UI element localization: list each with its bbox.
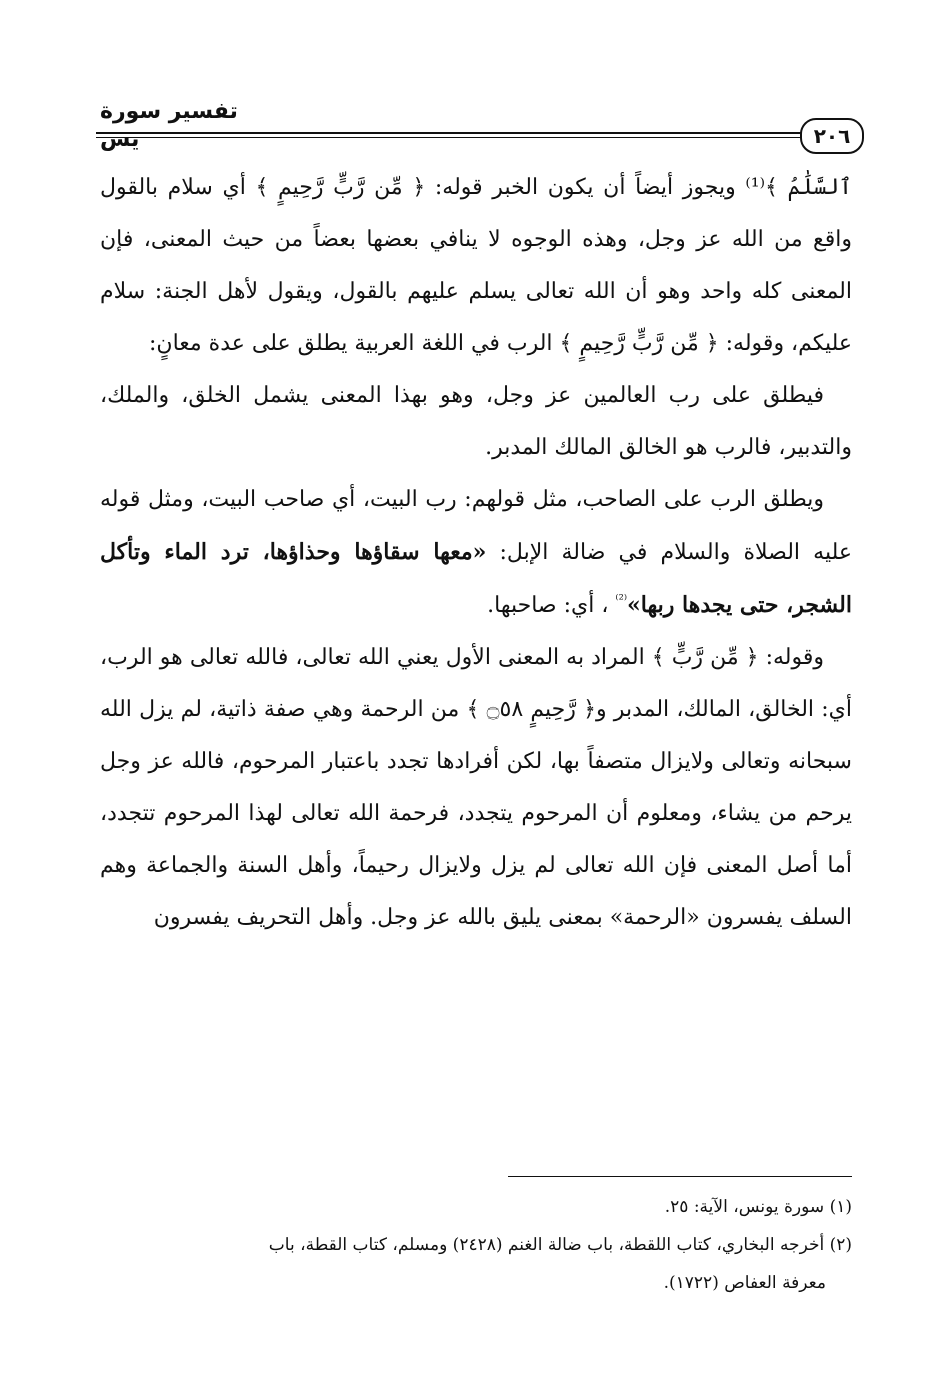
paragraph-1: ٱلسَّلَٰمُ ﴾⁽¹⁾ ويجوز أيضاً أن يكون الخبر قوله: ﴿ مِّن رَّبٍّ رَّحِيمٍ ﴾ أي سلام بالقول واقع من الله عز وجل، وهذه الوجوه لا ينافي بعضها بعضاً من حيث المعنى، فإن المعنى كله واحد وهو أن الله تعالى يسلم عليهم بالقول، ويقول لأهل الجنة: سلام عليكم، وقوله: ﴿ مِّن رَّبٍّ رَّحِيمٍ ﴾ الرب في اللغة العربية يطلق على عدة معانٍ:: [100, 175, 852, 356]
paragraph-3-tail: ، أي: صاحبها.: [487, 593, 609, 618]
footnote-2-line-2: معرفة العفاص (١٧٢٢).: [663, 1273, 826, 1293]
paragraph-3: [100, 474, 852, 632]
footnotes: [100, 1188, 852, 1302]
paragraph-3-lead: ويطلق الرب على الصاحب، مثل قولهم: رب البيت، أي صاحب البيت، ومثل قوله عليه الصلاة والسلام في ضالة الإبل:: [100, 487, 852, 565]
header-rule: [96, 132, 802, 138]
footnote-ref-2[interactable]: ⁽²⁾: [615, 592, 628, 608]
footnote-2-line-1: (٢) أخرجه البخاري، كتاب اللقطة، باب ضالة الغنم (٢٤٢٨) ومسلم، كتاب القطة، باب: [268, 1235, 852, 1255]
hadith-quote: «معها سقاؤها وحذاؤها، ترد الماء وتأكل الشجر، حتى يجدها ربها»: [100, 539, 852, 618]
page-number-badge: ٢٠٦: [800, 118, 864, 154]
footnote-1: (١) سورة يونس، الآية: ٢٥.: [664, 1197, 852, 1217]
body-text: [100, 162, 852, 944]
running-title: تفسير سورة يس: [100, 99, 238, 152]
paragraph-2: فيطلق على رب العالمين عز وجل، وهو بهذا المعنى يشمل الخلق، والملك، والتدبير، فالرب هو الخالق المالك المدبر.: [100, 383, 852, 460]
paragraph-4: وقوله: ﴿ مِّن رَّبٍّ ﴾ المراد به المعنى الأول يعني الله تعالى، فالله تعالى هو الرب، أي: الخالق، المالك، المدبر و﴿ رَّحِيمٍ ۝٥٨ ﴾ من الرحمة وهي صفة ذاتية، لم يزل الله سبحانه وتعالى ولايزال متصفاً بها، لكن أفرادها تجدد باعتبار المرحوم، فالله عز وجل يرحم من يشاء، ومعلوم أن المرحوم يتجدد، فرحمة الله تعالى لهذا المرحوم تتجدد، أما أصل المعنى فإن الله تعالى لم يزل ولايزال رحيماً، وأهل السنة والجماعة وهم السلف يفسرون «الرحمة» بمعنى يليق بالله عز وجل. وأهل التحريف يفسرون: [100, 645, 852, 930]
footnote-rule: [508, 1176, 852, 1177]
